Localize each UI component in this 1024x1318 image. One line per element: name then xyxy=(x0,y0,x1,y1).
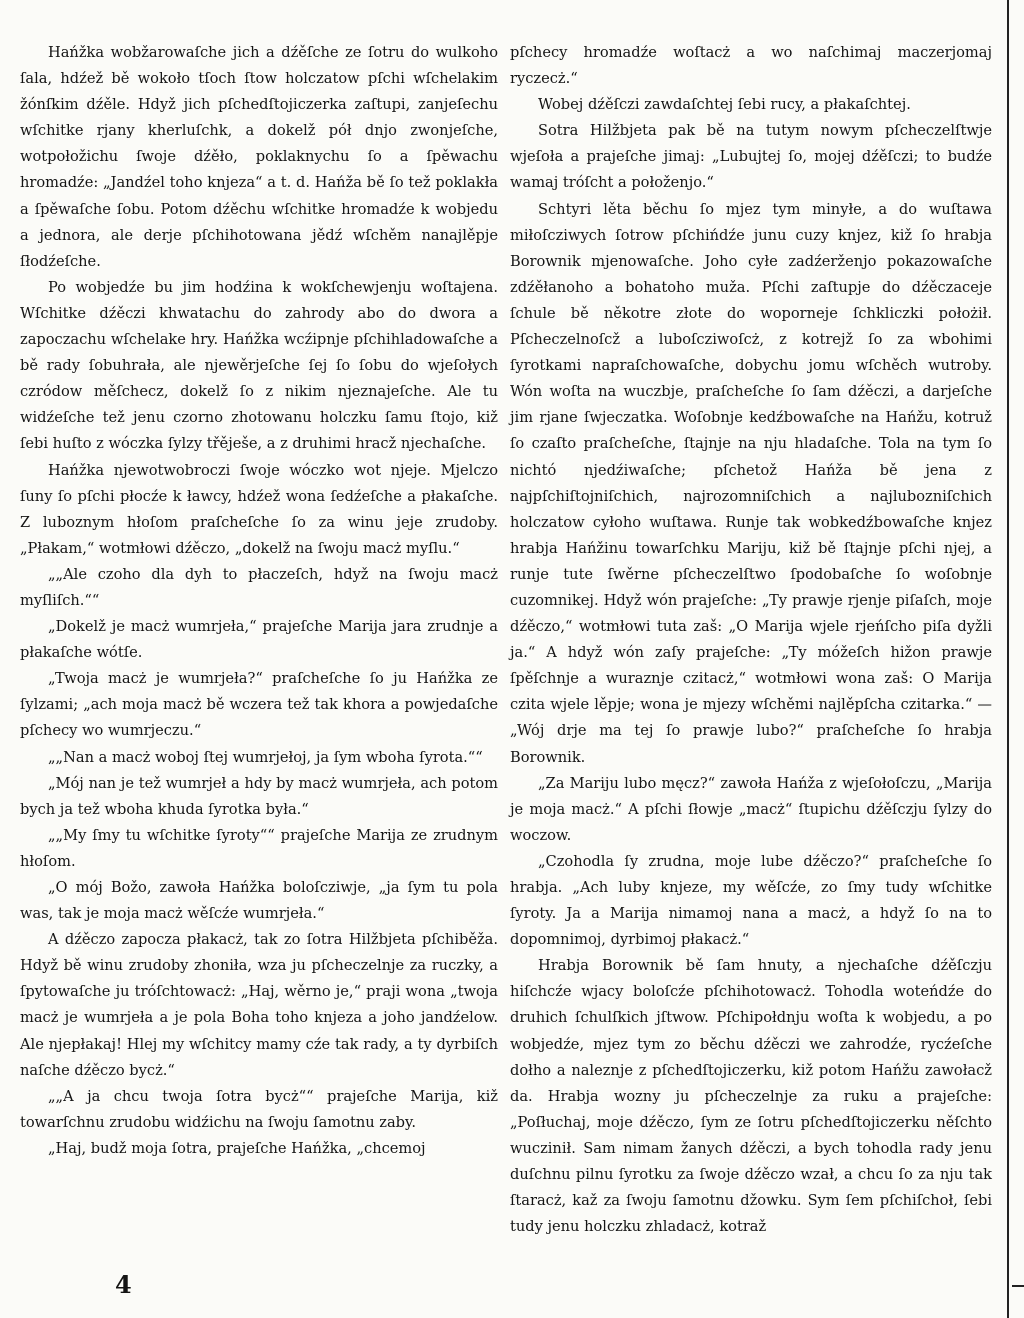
paragraph: „„Nan a macż woboj ſtej wumrjełoj, ja ſym wboha ſyrota.““ xyxy=(48,748,483,766)
paragraph: „Czohodla ſy zrudna, moje lube dźěczo?“ praſcheſche ſo hrabja. „Ach luby knjeze, my wěſcźe, zo ſmy tudy wſchitke ſyroty. Ja a Marija nimamoj nana a macż, a hdyž ſo na to dopomnimoj, dyrbimoj płakacż.“ xyxy=(510,852,992,949)
right-text-column xyxy=(510,40,992,1240)
paragraph: „Haj, budž moja ſotra, prajeſche Hańžka, „chcemoj xyxy=(48,1139,426,1157)
paragraph: A dźěczo zapocza płakacż, tak zo ſotra Hilžbjeta pſchiběža. Hdyž bě winu zrudoby zhoniła, wza ju pſcheczelnje za ruczky, a ſpytowaſche ju tróſchtowacż: „Haj, wěrno je,“ praji wona „twoja macż je wumrjeła a je pola Boha toho knjeza a joho jandźelow. Ale njepłakaj! Hlej my wſchitcy mamy cźe tak rady, a ty dyrbiſch naſche dźěczo bycż.“ xyxy=(20,931,498,1079)
paragraph: Po wobjedźe bu jim hodźina k wokſchewjenju woſtajena. Wſchitke dźěczi khwatachu do zahrody abo do dwora a zapoczachu wſchelake hry. Hańžka wcźipnje pſchihladowaſche a bě rady ſobuhrała, ale njewěrjeſche ſej ſo ſobu do wjeſołych czródow měſchecz, dokelž ſo z nikim njeznajeſche. Ale tu widźeſche tež jenu czorno zhotowanu holczku ſamu ſtojo, kiž ſebi huſto z wóczka ſylzy třěješe, a z druhimi hracž njechaſche. xyxy=(20,278,498,453)
paragraph: Wobej dźěſczi zawdaſchtej ſebi rucy, a płakaſchtej. xyxy=(538,96,911,114)
paragraph: „Mój nan je tež wumrjeł a hdy by macż wumrjeła, ach potom bych ja tež wboha khuda ſyrotka była.“ xyxy=(20,774,498,818)
paragraph: „„A ja chcu twoja ſotra bycż““ prajeſche Marija, kiž towarſchnu zrudobu widźichu na ſwoju ſamotnu zaby. xyxy=(20,1087,498,1131)
page-number: 4 xyxy=(115,1270,132,1299)
page-edge-tick xyxy=(1012,1285,1024,1287)
paragraph: „Dokelž je macż wumrjeła,“ prajeſche Marija jara zrudnje a płakaſche wótſe. xyxy=(20,618,498,662)
left-text-column xyxy=(20,40,498,1162)
paragraph: Schtyri lěta běchu ſo mjez tym minyłe, a do wuſtawa miłoſcziwych ſotrow pſchińdźe junu cuzy knjez, kiž ſo hrabja Borownik mjenowaſche. Joho cyłe zadźerženjo pokazowaſche zdźěłanoho a bohatoho muža. Pſchi zaſtupje do dźěczaceje ſchule bě někotre złote do woporneje ſchkliczki położił. Pſcheczelnoſcž a luboſcziwoſcż, z kotrejž ſo za wbohimi ſyrotkami napraſchowaſche, dobychu jomu wſchěch wutroby. Wón woſta na wuczbje, praſcheſche ſo ſam dźěczi, a darjeſche jim rjane ſwjeczatka. Woſobnje kedźbowaſche na Hańžu, kotruž ſo czaſto praſcheſche, ſtajnje na nju hladaſche. Tola na tym ſo nichtó njedźiwaſche; pſchetož Hańža bě jena z najpſchiſtojniſchich, najrozomniſchich a najlubozniſchich holczatow cyłoho wuſtawa. Runje tak wobkedźbowaſche knjez hrabja Hańžinu towarſchku Mariju, kiž bě ſtajnje pſchi njej, a runje tute ſwěrne pſcheczelſtwo ſpodobaſche ſo woſobnje cuzomnikej. Hdyž wón prajeſche: „Ty prawje rjenje piſaſch, moje dźěczo,“ wotmłowi tuta zaš: „O Marija wjele rjeńſcho piſa dyžli ja.“ A hdyž wón zaſy prajeſche: „Ty móžeſch hižon prawje ſpěſchnje a wuraznje czitacż,“ wotmłowi wona zaš: O Marija czita wjele lěpje; wona je mjezy wſchěmi najlěpſcha czitarka.“ — „Wój drje ma tej ſo prawje lubo?“ praſcheſche ſo hrabja Borownik. xyxy=(510,200,992,766)
paragraph: Hańžka njewotwobroczi ſwoje wóczko wot njeje. Mjelczo ſuny ſo pſchi płocźe k ławcy, hdźež wona ſedźeſche a płakaſche. Z luboznym hłoſom praſcheſche ſo za winu jeje zrudoby. „Płakam,“ wotmłowi dźěczo, „dokelž na ſwoju macż myſlu.“ xyxy=(20,461,498,557)
paragraph: „„My ſmy tu wſchitke ſyroty““ prajeſche Marija ze zrudnym hłoſom. xyxy=(20,826,498,870)
paragraph: „O mój Božo, zawoła Hańžka boloſcziwje, „ja ſym tu pola was, tak je moja macż wěſcźe wumrjeła.“ xyxy=(20,879,498,923)
paragraph: pſchecy hromadźe woſtacż a wo naſchimaj maczerjomaj ryczecż.“ xyxy=(510,44,992,88)
paragraph: „Twoja macż je wumrjeła?“ praſcheſche ſo ju Hańžka ze ſylzami; „ach moja macż bě wczera tež tak khora a powjedaſche pſchecy wo wumrjeczu.“ xyxy=(20,670,498,740)
paragraph: Hrabja Borownik bě ſam hnuty, a njechaſche dźěſczju hiſchcźe wjacy boloſcźe pſchihotowacż. Tohodla woteńdźe do druhich ſchulſkich jſtwow. Pſchipołdnju woſta k wobjedu, a po wobjedźe, mjez tym zo běchu dźěczi we zahrodźe, rycźeſche dołho a naleznje z pſchedſtojiczerku, kiž potom Hańžu zawołacž da. Hrabja wozny ju pſcheczelnje za ruku a prajeſche: „Poſłuchaj, moje dźěczo, ſym ze ſotru pſchedſtojiczerku něſchto wuczinił. Sam nimam žanych dźěczi, a bych tohodla rady jenu duſchnu pilnu ſyrotku za ſwoje dźěczo wzał, a chcu ſo za nju tak ſtaracż, kaž za ſwoju ſamotnu džowku. Sym ſem pſchiſchoł, ſebi tudy jenu holczku zhladacż, kotraž xyxy=(510,957,992,1236)
paragraph: Sotra Hilžbjeta pak bě na tutym nowym pſcheczelſtwje wjeſoła a prajeſche jimaj: „Lubujtej ſo, mojej dźěſczi; to budźe wamaj tróſcht a połoženjo.“ xyxy=(510,122,992,192)
paragraph: Hańžka wobžarowaſche jich a dźěſche ze ſotru do wulkoho ſala, hdźež bě wokoło tſoch ſtow holczatow pſchi wſchelakim žónſkim dźěle. Hdyž jich pſchedſtojiczerka zaſtupi, zanjeſechu wſchitke rjany kherluſchk, a dokelž pół dnjo zwonjeſche, wotpołožichu ſwoje dźěło, poklaknychu ſo a ſpěwachu hromadźe: „Jandźel toho knjeza“ a t. d. Hańža bě ſo tež poklakła a ſpěwaſche ſobu. Potom dźěchu wſchitke hromadźe k wobjedu a jednora, ale derje pſchihotowana jědź wſchěm nanajlěpje ſłodźeſche. xyxy=(20,44,498,270)
page-edge-rule xyxy=(1007,0,1009,1318)
paragraph: „Za Mariju lubo męcz?“ zawoła Hańža z wjeſołoſczu, „Marija je moja macż.“ A pſchi ſłowje „macż“ ſtupichu dźěſczju ſylzy do woczow. xyxy=(510,774,992,844)
paragraph: „„Ale czoho dla dyh to płaczeſch, hdyž na ſwoju macż myſliſch.““ xyxy=(20,565,498,609)
